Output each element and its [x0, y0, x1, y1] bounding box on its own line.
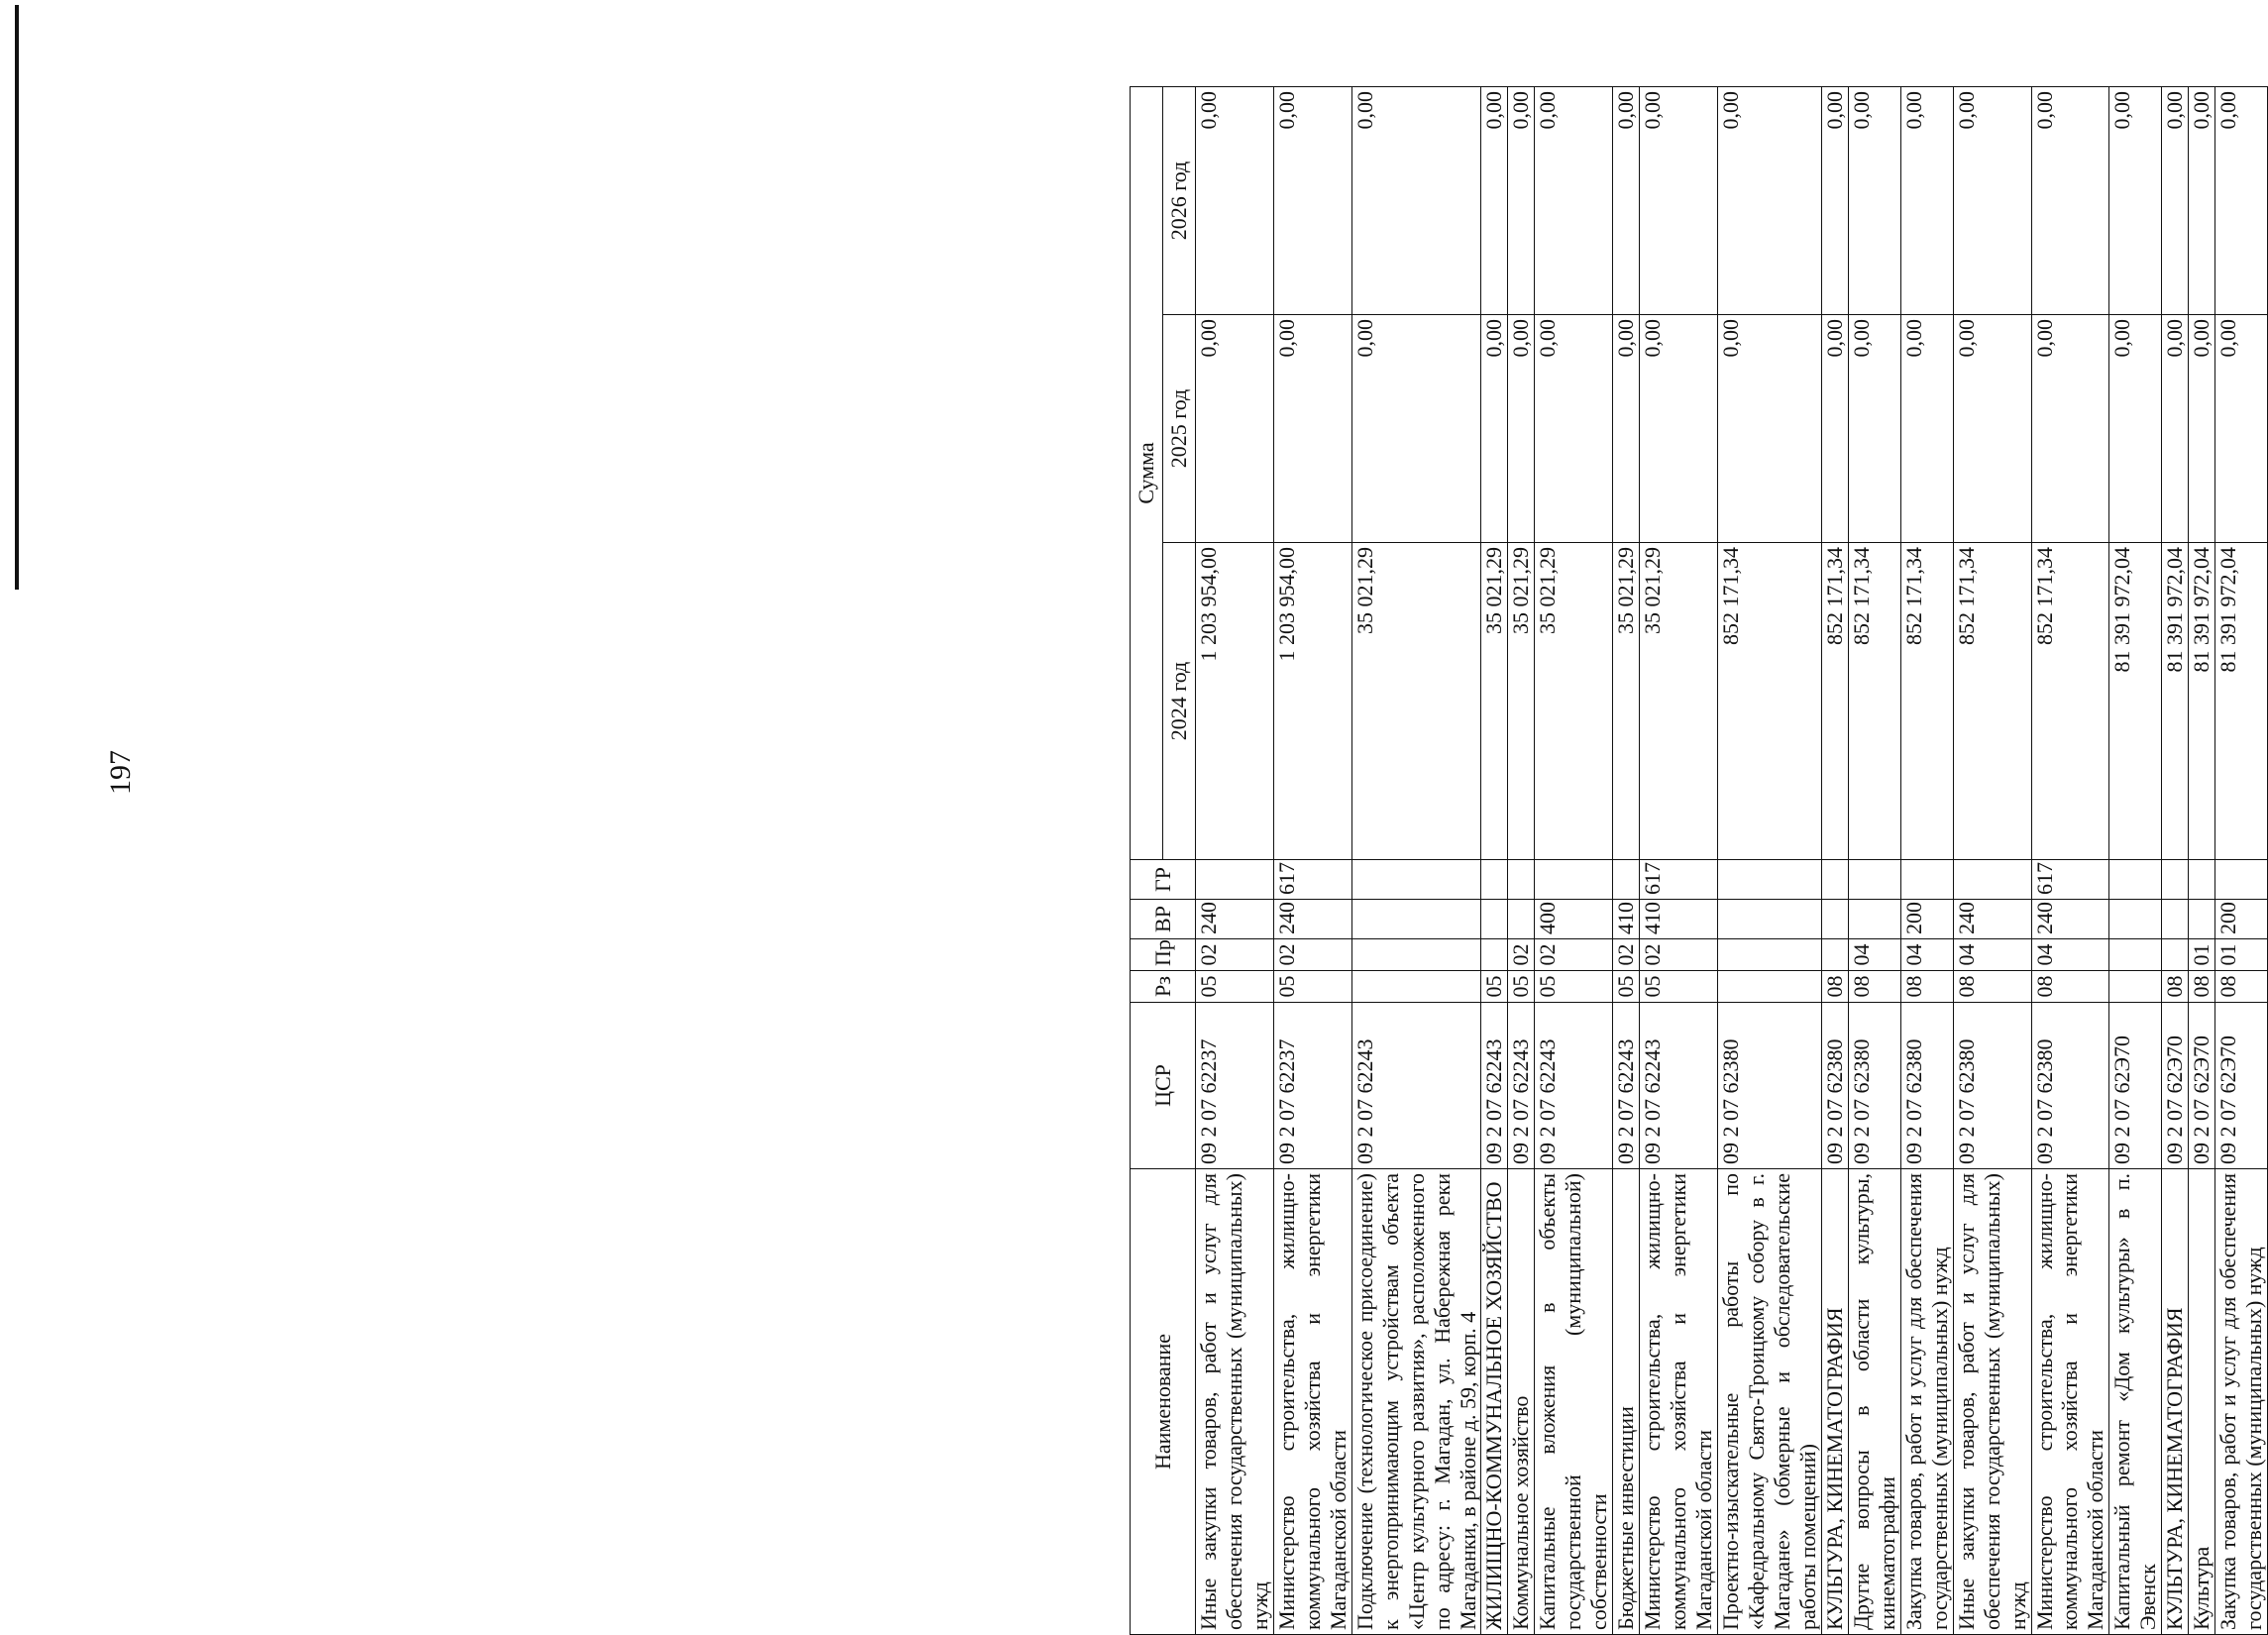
cell-vr: 240	[1196, 900, 1274, 939]
table-row	[2031, 87, 2109, 1635]
cell-pr	[1481, 939, 1508, 971]
table-body	[1196, 87, 2268, 1635]
cell-rz: 08	[2189, 971, 2215, 1003]
cell-amount-2026: 0,00	[1613, 87, 1640, 315]
header-name: Наименование	[1131, 1169, 1196, 1635]
cell-amount-2024: 35 021,29	[1640, 543, 1718, 860]
header-csr: ЦСР	[1131, 1003, 1196, 1169]
cell-gr	[1481, 860, 1508, 900]
cell-csr: 09 2 07 62Э70	[2215, 1003, 2268, 1169]
table-header	[1131, 87, 1196, 1635]
rotated-table-wrapper	[1130, 87, 2267, 1635]
cell-pr: 02	[1273, 939, 1351, 971]
cell-amount-2025: 0,00	[1535, 315, 1613, 543]
cell-amount-2024: 35 021,29	[1535, 543, 1613, 860]
header-vr: ВР	[1131, 900, 1196, 939]
cell-pr	[2162, 939, 2189, 971]
cell-pr: 02	[1196, 939, 1274, 971]
cell-vr	[1718, 900, 1822, 939]
cell-rz: 08	[2031, 971, 2109, 1003]
cell-rz: 05	[1273, 971, 1351, 1003]
cell-amount-2025: 0,00	[1481, 315, 1508, 543]
cell-gr	[1613, 860, 1640, 900]
cell-amount-2025: 0,00	[2162, 315, 2189, 543]
cell-gr	[1821, 860, 1848, 900]
cell-pr	[2109, 939, 2162, 971]
header-pr: Пр	[1131, 939, 1196, 971]
cell-vr	[1481, 900, 1508, 939]
cell-name: Капитальные вложения в объекты государственной (муниципальной) собственности	[1535, 1169, 1613, 1635]
cell-csr: 09 2 07 62380	[1953, 1003, 2031, 1169]
cell-pr: 02	[1535, 939, 1613, 971]
cell-vr	[2189, 900, 2215, 939]
cell-pr: 04	[2031, 939, 2109, 971]
cell-rz: 08	[1821, 971, 1848, 1003]
cell-amount-2024: 81 391 972,04	[2215, 543, 2268, 860]
cell-amount-2025: 0,00	[2109, 315, 2162, 543]
table-row	[1613, 87, 1640, 1635]
cell-amount-2025: 0,00	[1848, 315, 1900, 543]
header-gr: ГР	[1131, 860, 1196, 900]
cell-amount-2026: 0,00	[1273, 87, 1351, 315]
cell-pr: 02	[1508, 939, 1535, 971]
cell-amount-2026: 0,00	[1900, 87, 1953, 315]
header-rz: Рз	[1131, 971, 1196, 1003]
cell-csr: 09 2 07 62380	[1900, 1003, 1953, 1169]
cell-amount-2026: 0,00	[2162, 87, 2189, 315]
cell-vr: 410	[1640, 900, 1718, 939]
cell-gr	[2109, 860, 2162, 900]
cell-rz: 05	[1640, 971, 1718, 1003]
margin-binding-line	[15, 5, 19, 590]
cell-amount-2026: 0,00	[1535, 87, 1613, 315]
cell-csr: 09 2 07 62380	[2031, 1003, 2109, 1169]
cell-amount-2025: 0,00	[2189, 315, 2215, 543]
cell-name: Подключение (технологическое присоединение) к энергопринимающим устройствам объекта «Центр культурного развития», расположенного по адресу: г. Магадан, ул. Набережная реки Магаданки, в районе д. 59, корп. 4	[1351, 1169, 1481, 1635]
table-row	[1273, 87, 1351, 1635]
cell-amount-2024: 852 171,34	[1900, 543, 1953, 860]
cell-amount-2025: 0,00	[1953, 315, 2031, 543]
cell-pr: 02	[1613, 939, 1640, 971]
cell-name: КУЛЬТУРА, КИНЕМАТОГРАФИЯ	[1821, 1169, 1848, 1635]
cell-name: Министерство строительства, жилищно-коммунального хозяйства и энергетики Магаданской области	[1640, 1169, 1718, 1635]
cell-pr: 04	[1848, 939, 1900, 971]
cell-amount-2025: 0,00	[2215, 315, 2268, 543]
cell-rz: 08	[2162, 971, 2189, 1003]
cell-amount-2026: 0,00	[1351, 87, 1481, 315]
cell-csr: 09 2 07 62243	[1535, 1003, 1613, 1169]
cell-vr: 200	[1900, 900, 1953, 939]
cell-amount-2024: 852 171,34	[1848, 543, 1900, 860]
cell-name: Бюджетные инвестиции	[1613, 1169, 1640, 1635]
cell-pr: 01	[2189, 939, 2215, 971]
cell-gr	[1508, 860, 1535, 900]
cell-amount-2025: 0,00	[1508, 315, 1535, 543]
cell-pr	[1821, 939, 1848, 971]
cell-gr	[1953, 860, 2031, 900]
cell-csr: 09 2 07 62Э70	[2162, 1003, 2189, 1169]
cell-amount-2024: 852 171,34	[2031, 543, 2109, 860]
cell-rz	[1351, 971, 1481, 1003]
cell-vr	[2109, 900, 2162, 939]
cell-rz: 05	[1481, 971, 1508, 1003]
cell-amount-2024: 1 203 954,00	[1196, 543, 1274, 860]
cell-amount-2026: 0,00	[2189, 87, 2215, 315]
table-row	[2162, 87, 2189, 1635]
table-row	[2109, 87, 2162, 1635]
cell-csr: 09 2 07 62243	[1481, 1003, 1508, 1169]
cell-csr: 09 2 07 62237	[1196, 1003, 1274, 1169]
cell-amount-2026: 0,00	[1481, 87, 1508, 315]
cell-gr	[1535, 860, 1613, 900]
table-row	[1821, 87, 1848, 1635]
cell-pr	[1351, 939, 1481, 971]
table-row	[1481, 87, 1508, 1635]
cell-name: Коммунальное хозяйство	[1508, 1169, 1535, 1635]
cell-name: Иные закупки товаров, работ и услуг для обеспечения государственных (муниципальных) нужд	[1953, 1169, 2031, 1635]
cell-csr: 09 2 07 62Э70	[2109, 1003, 2162, 1169]
table-row	[1718, 87, 1822, 1635]
table-row	[1196, 87, 1274, 1635]
page-number: 197	[104, 750, 137, 795]
cell-csr: 09 2 07 62243	[1640, 1003, 1718, 1169]
cell-csr: 09 2 07 62380	[1821, 1003, 1848, 1169]
cell-name: Иные закупки товаров, работ и услуг для обеспечения государственных (муниципальных) нужд	[1196, 1169, 1274, 1635]
cell-amount-2024: 35 021,29	[1481, 543, 1508, 860]
cell-rz: 05	[1196, 971, 1274, 1003]
budget-table	[1130, 86, 2268, 1635]
cell-amount-2026: 0,00	[2031, 87, 2109, 315]
cell-name: Министерство строительства, жилищно-коммунального хозяйства и энергетики Магаданской области	[2031, 1169, 2109, 1635]
cell-vr: 240	[1273, 900, 1351, 939]
cell-amount-2026: 0,00	[1640, 87, 1718, 315]
cell-name: Проектно-изыскательные работы по «Кафедральному Свято-Троицкому собору в г. Магадане» (обмерные и обследовательские работы помещений)	[1718, 1169, 1822, 1635]
cell-rz	[2109, 971, 2162, 1003]
cell-gr	[2215, 860, 2268, 900]
cell-vr	[1351, 900, 1481, 939]
cell-rz: 05	[1508, 971, 1535, 1003]
cell-amount-2025: 0,00	[1351, 315, 1481, 543]
cell-amount-2026: 0,00	[1508, 87, 1535, 315]
cell-csr: 09 2 07 62243	[1613, 1003, 1640, 1169]
cell-amount-2026: 0,00	[1196, 87, 1274, 315]
cell-gr: 617	[2031, 860, 2109, 900]
cell-amount-2024: 35 021,29	[1351, 543, 1481, 860]
cell-amount-2026: 0,00	[1821, 87, 1848, 315]
cell-gr	[1718, 860, 1822, 900]
table-row	[1848, 87, 1900, 1635]
cell-amount-2025: 0,00	[1718, 315, 1822, 543]
cell-name: Другие вопросы в области культуры, кинематографии	[1848, 1169, 1900, 1635]
cell-gr	[1351, 860, 1481, 900]
cell-amount-2025: 0,00	[1196, 315, 1274, 543]
cell-vr	[1848, 900, 1900, 939]
cell-name: Министерство строительства, жилищно-коммунального хозяйства и энергетики Магаданской области	[1273, 1169, 1351, 1635]
cell-amount-2026: 0,00	[1718, 87, 1822, 315]
cell-vr: 240	[1953, 900, 2031, 939]
cell-csr: 09 2 07 62243	[1508, 1003, 1535, 1169]
cell-name: Закупка товаров, работ и услуг для обеспечения государственных (муниципальных) нужд	[2215, 1169, 2268, 1635]
cell-vr: 240	[2031, 900, 2109, 939]
cell-gr	[2189, 860, 2215, 900]
cell-amount-2025: 0,00	[1821, 315, 1848, 543]
cell-rz: 05	[1613, 971, 1640, 1003]
cell-amount-2025: 0,00	[1640, 315, 1718, 543]
table-row	[2215, 87, 2268, 1635]
cell-amount-2026: 0,00	[2109, 87, 2162, 315]
cell-vr: 200	[2215, 900, 2268, 939]
cell-rz: 05	[1535, 971, 1613, 1003]
cell-name: Культура	[2189, 1169, 2215, 1635]
cell-amount-2025: 0,00	[1273, 315, 1351, 543]
cell-name: Капитальный ремонт «Дом культуры» в п. Эвенск	[2109, 1169, 2162, 1635]
table-row	[1953, 87, 2031, 1635]
cell-csr: 09 2 07 62237	[1273, 1003, 1351, 1169]
cell-gr: 617	[1273, 860, 1351, 900]
header-sum: Сумма	[1131, 87, 1163, 860]
cell-rz: 08	[2215, 971, 2268, 1003]
cell-csr: 09 2 07 62Э70	[2189, 1003, 2215, 1169]
cell-name: Закупка товаров, работ и услуг для обеспечения государственных (муниципальных) нужд	[1900, 1169, 1953, 1635]
cell-amount-2024: 852 171,34	[1953, 543, 2031, 860]
cell-csr: 09 2 07 62380	[1718, 1003, 1822, 1169]
cell-amount-2024: 852 171,34	[1821, 543, 1848, 860]
cell-pr	[1718, 939, 1822, 971]
cell-rz: 08	[1848, 971, 1900, 1003]
cell-amount-2026: 0,00	[1848, 87, 1900, 315]
cell-vr	[1508, 900, 1535, 939]
cell-vr	[2162, 900, 2189, 939]
table-row	[1508, 87, 1535, 1635]
table-row	[1351, 87, 1481, 1635]
cell-gr	[1848, 860, 1900, 900]
cell-name: КУЛЬТУРА, КИНЕМАТОГРАФИЯ	[2162, 1169, 2189, 1635]
cell-csr: 09 2 07 62380	[1848, 1003, 1900, 1169]
cell-name: ЖИЛИЩНО-КОММУНАЛЬНОЕ ХОЗЯЙСТВО	[1481, 1169, 1508, 1635]
cell-vr: 410	[1613, 900, 1640, 939]
header-year-2024: 2024 год	[1163, 543, 1196, 860]
cell-amount-2025: 0,00	[1900, 315, 1953, 543]
header-year-2026: 2026 год	[1163, 87, 1196, 315]
cell-gr: 617	[1640, 860, 1718, 900]
cell-pr: 02	[1640, 939, 1718, 971]
cell-gr	[1900, 860, 1953, 900]
header-year-2025: 2025 год	[1163, 315, 1196, 543]
cell-pr: 04	[1900, 939, 1953, 971]
cell-amount-2026: 0,00	[2215, 87, 2268, 315]
cell-rz	[1718, 971, 1822, 1003]
cell-pr: 01	[2215, 939, 2268, 971]
cell-gr	[2162, 860, 2189, 900]
cell-amount-2024: 35 021,29	[1613, 543, 1640, 860]
cell-csr: 09 2 07 62243	[1351, 1003, 1481, 1169]
table-row	[1640, 87, 1718, 1635]
cell-gr	[1196, 860, 1274, 900]
cell-amount-2024: 81 391 972,04	[2189, 543, 2215, 860]
cell-vr: 400	[1535, 900, 1613, 939]
cell-amount-2024: 81 391 972,04	[2162, 543, 2189, 860]
cell-amount-2025: 0,00	[2031, 315, 2109, 543]
cell-rz: 08	[1953, 971, 2031, 1003]
cell-amount-2024: 852 171,34	[1718, 543, 1822, 860]
table-row	[2189, 87, 2215, 1635]
cell-rz: 08	[1900, 971, 1953, 1003]
cell-amount-2026: 0,00	[1953, 87, 2031, 315]
cell-amount-2024: 1 203 954,00	[1273, 543, 1351, 860]
cell-amount-2024: 35 021,29	[1508, 543, 1535, 860]
table-row	[1535, 87, 1613, 1635]
cell-vr	[1821, 900, 1848, 939]
cell-amount-2024: 81 391 972,04	[2109, 543, 2162, 860]
cell-amount-2025: 0,00	[1613, 315, 1640, 543]
cell-pr: 04	[1953, 939, 2031, 971]
table-row	[1900, 87, 1953, 1635]
